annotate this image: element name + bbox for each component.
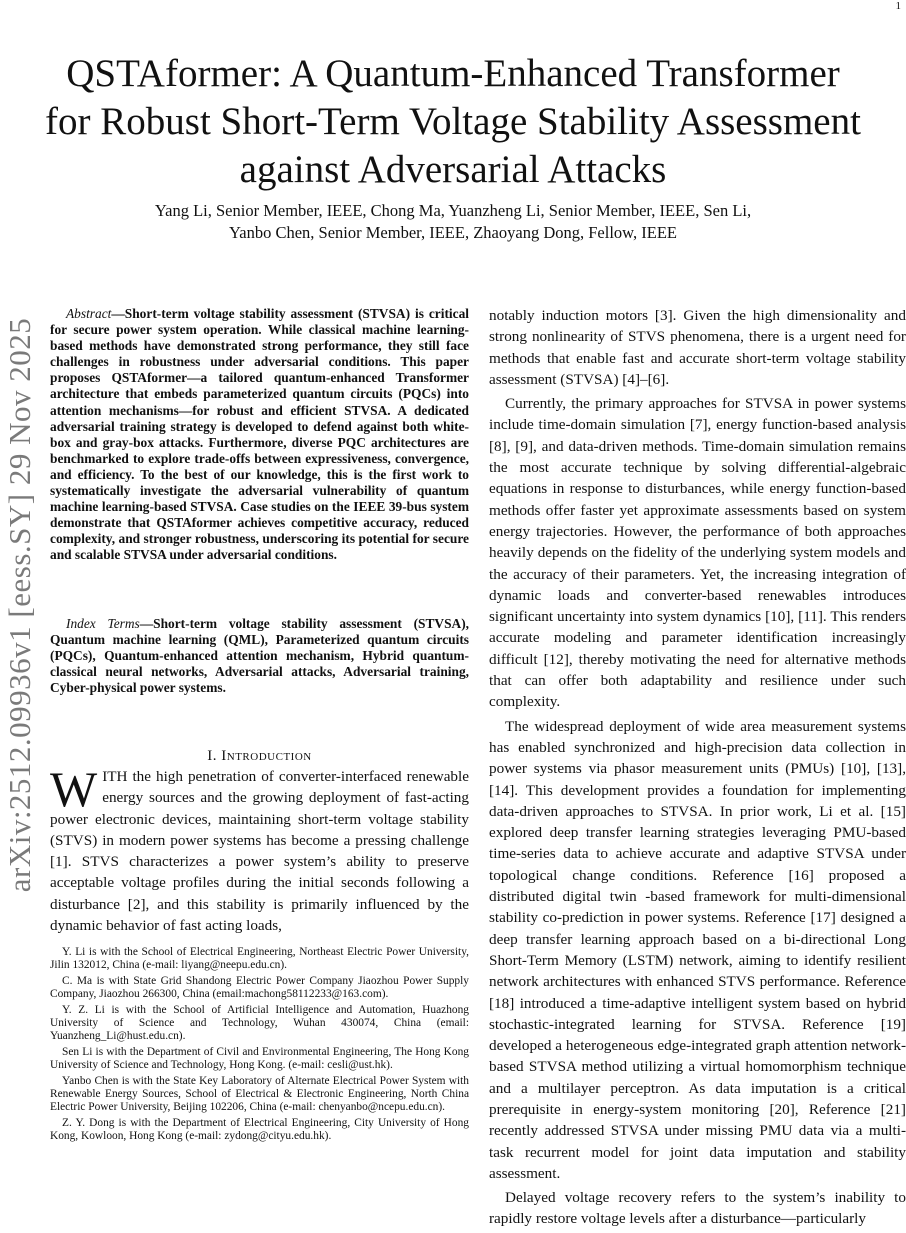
footnote: C. Ma is with State Grid Shandong Electric Power Company Jiaozhou Power Supply Company, Jiaozhou 266300, China (email:machong58112233@163.com).	[50, 974, 469, 1001]
author-list	[20, 200, 886, 244]
introduction-text: ITH the high penetration of converter-interfaced renewable energy sources and the growing deployment of fast-acting power electronic devices, maintaining short-term voltage stability (STVS) in modern power systems has become a pressing challenge [1]. STVS characterizes a power system’s ability to preserve acceptable voltage profiles during the initial seconds following a disturbance [2], and this stability is primarily influenced by the dynamic behavior of fast acting loads,	[50, 768, 469, 935]
introduction-paragraph	[50, 761, 469, 936]
right-column	[489, 305, 906, 1233]
body-paragraph: notably induction motors [3]. Given the high dimensionality and strong nonlinearity of STVS phenomena, there is a urgent need for methods that enable fast and accurate short-term voltage stability assessment (STVSA) [4]–[6].	[489, 307, 906, 388]
paper-title	[20, 50, 886, 194]
body-paragraph: Delayed voltage recovery refers to the system’s inability to rapidly restore voltage levels after a disturbance—particularly	[489, 1189, 906, 1228]
authors-line-1: Yang Li, Senior Member, IEEE, Chong Ma, Yuanzheng Li, Senior Member, IEEE, Sen Li,	[154, 201, 752, 220]
footnote: Sen Li is with the Department of Civil and Environmental Engineering, The Hong Kong University of Science and Technology, Hong Kong. (e-mail: cesli@ust.hk).	[50, 1045, 469, 1072]
author-footnotes	[50, 946, 469, 1146]
title-line-3: against Adversarial Attacks	[239, 148, 667, 191]
page-number: 1	[895, 0, 901, 12]
index-terms-lead: Index Terms	[66, 616, 140, 631]
footnote: Y. Li is with the School of Electrical Engineering, Northeast Electric Power University, Jilin 132012, China (e-mail: liyang@neepu.edu.cn).	[50, 946, 469, 972]
title-line-1: QSTAformer: A Quantum-Enhanced Transformer	[66, 52, 840, 95]
abstract-lead: Abstract	[66, 306, 112, 321]
index-terms	[50, 616, 469, 696]
footnote: Y. Z. Li is with the School of Artificial Intelligence and Automation, Huazhong University of Science and Technology, Wuhan 430074, China (email: Yuanzheng_Li@hust.edu.cn).	[50, 1003, 469, 1043]
abstract	[50, 306, 469, 564]
body-paragraph: Currently, the primary approaches for STVSA in power systems include time-domain simulation [7], energy function-based analysis [8], [9], and data-driven methods. Time-domain simulation remains the most accurate technique by solving differential-algebraic equations in response to disturbances, while energy function-based methods offer faster yet approximate assessments based on system energy trajectories. However, the performance of both approaches heavily depends on the fidelity of the underlying system models and the accuracy of their parameters. Yet, the increasing integration of dynamic loads and converter-based renewables introduces significant uncertainty into system dynamics [10], [11]. This renders accurate modeling and parameter identification increasingly difficult [12], thereby motivating the need for alternative methods that can offer both adaptability and resilience under such complexity.	[489, 395, 906, 711]
title-line-2: for Robust Short-Term Voltage Stability Assessment	[45, 100, 861, 143]
body-paragraph: The widespread deployment of wide area measurement systems has enabled synchronized and high-precision data collection in power systems via phasor measurement units (PMUs) [10], [13], [14]. This development provides a foundation for implementing data-driven approaches to STVSA. In prior work, Li et al. [15] explored deep transfer learning strategies leveraging PMU-based time-series data to achieve accurate and adaptive STVSA under topological change conditions. Reference [16] proposed a distributed digital twin -based framework for multi-dimensional stability co-prediction in power systems. Reference [17] designed a deep transfer learning approach based on a bi-directional Long Short-Term Memory (LSTM) network, aiming to identify resilient network architectures with enhanced STVS performance. Reference [18] introduced a time-adaptive intelligent system based on hybrid stochastic-integrated learning for STVSA. Reference [19] developed a heterogeneous edge-integrated graph attention network-based STVSA method utilizing a virtual homomorphism technique and a multilayer perceptron. As data imputation is a critical prerequisite in energy-system monitoring [20], Reference [21] recently addressed STVSA under missing PMU data via a multi-task recurrent model for joint data imputation and stability assessment.	[489, 717, 906, 1182]
index-terms-text: —Short-term voltage stability assessment (STVSA), Quantum machine learning (QML), Parameterized quantum circuits (PQCs), Quantum-enhanced attention mechanism, Hybrid quantum-classical neural networks, Adversarial attacks, Adversarial training, Cyber-physical power systems.	[50, 616, 469, 696]
arxiv-watermark: arXiv:2512.09936v1 [eess.SY] 29 Nov 2025	[2, 317, 37, 893]
abstract-text: —Short-term voltage stability assessment (STVSA) is critical for secure power system operation. While classical machine learning-based methods have demonstrated strong performance, they still face challenges in robustness under adversarial conditions. This paper proposes QSTAformer—a tailored quantum-enhanced Transformer architecture that embeds parameterized quantum circuits (PQCs) into attention mechanisms—for robust and efficient STVSA. A dedicated adversarial training strategy is developed to defend against both white-box and gray-box attacks. Furthermore, diverse PQC architectures are benchmarked to explore trade-offs between expressiveness, convergence, and efficiency. To the best of our knowledge, this is the first work to systematically investigate the adversarial vulnerability of quantum machine learning-based STVSA. Case studies on the IEEE 39-bus system demonstrate that QSTAformer achieves competitive accuracy, reduced complexity, and stronger robustness, underscoring its potential for secure and scalable STVSA under adversarial conditions.	[50, 306, 469, 563]
footnote: Z. Y. Dong is with the Department of Electrical Engineering, City University of Hong Kong, Kowloon, Hong Kong (e-mail: zydong@cityu.edu.hk).	[50, 1116, 469, 1143]
section-heading: I. Introduction	[207, 748, 312, 764]
authors-line-2: Yanbo Chen, Senior Member, IEEE, Zhaoyang Dong, Fellow, IEEE	[229, 223, 677, 242]
dropcap-letter: W	[50, 761, 98, 817]
footnote: Yanbo Chen is with the State Key Laboratory of Alternate Electrical Power System with Renewable Energy Sources, School of Electrical & Electronic Engineering, North China Electric Power University, Beijing 102206, China (e-mail: chenyanbo@ncepu.edu.cn).	[50, 1074, 469, 1114]
